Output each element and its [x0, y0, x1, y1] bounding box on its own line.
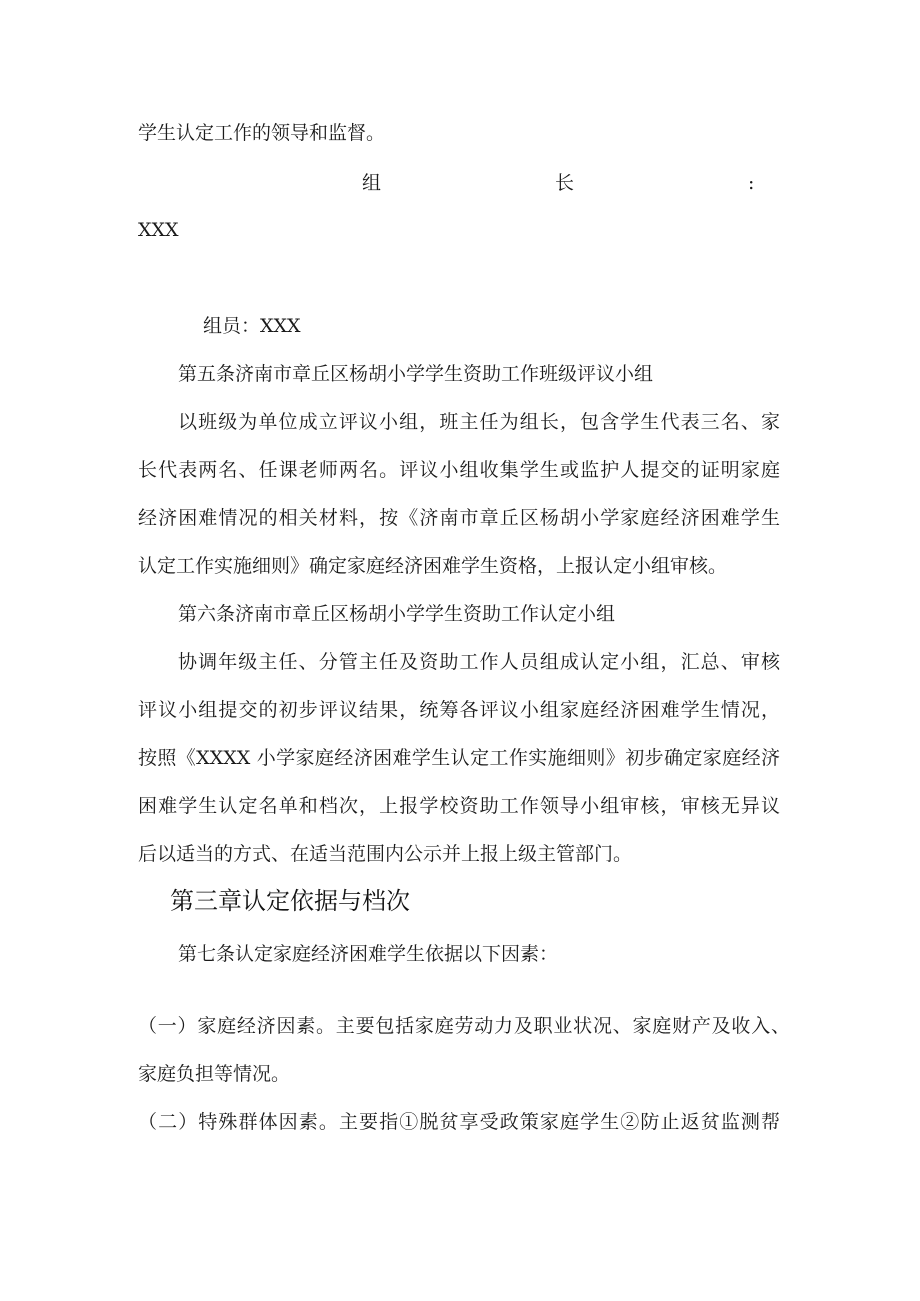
article6-line-3: 按照《XXXX 小学家庭经济困难学生认定工作实施细则》初步确定家庭经济: [138, 747, 780, 769]
line-leadership-supervision: 学生认定工作的领导和监督。: [138, 122, 386, 144]
article6-title: 第六条济南市章丘区杨胡小学学生资助工作认定小组: [178, 603, 616, 625]
leader-colon: :: [748, 172, 755, 194]
article7-title: 第七条认定家庭经济困难学生依据以下因素：: [178, 943, 559, 965]
article5-line-4: 认定工作实施细则》确定家庭经济困难学生资格，上报认定小组审核。: [138, 555, 728, 577]
factor1-line-1: （一）家庭经济因素。主要包括家庭劳动力及职业状况、家庭财产及收入、: [138, 1015, 790, 1037]
leader-label-part1: 组: [362, 172, 382, 194]
leader-label-part2: 长: [555, 172, 575, 194]
leader-value: XXX: [138, 219, 179, 241]
article5-line-3: 经济困难情况的相关材料，按《济南市章丘区杨胡小学家庭经济困难学生: [138, 507, 780, 529]
article6-line-1: 协调年级主任、分管主任及资助工作人员组成认定小组，汇总、审核: [178, 651, 780, 673]
factor2-line-1: （二）特殊群体因素。主要指①脱贫享受政策家庭学生②防止返贫监测帮: [138, 1111, 780, 1133]
chapter3-heading: 第三章认定依据与档次: [170, 887, 410, 915]
article6-line-4: 困难学生认定名单和档次，上报学校资助工作领导小组审核，审核无异议: [138, 795, 780, 817]
members-line: 组员：XXX: [203, 315, 301, 337]
article5-line-1: 以班级为单位成立评议小组，班主任为组长，包含学生代表三名、家: [178, 411, 780, 433]
article6-line-2: 评议小组提交的初步评议结果，统筹各评议小组家庭经济困难学生情况，: [138, 699, 780, 721]
factor1-line-2: 家庭负担等情况。: [138, 1063, 291, 1085]
article5-line-2: 长代表两名、任课老师两名。评议小组收集学生或监护人提交的证明家庭: [138, 459, 780, 481]
article5-title: 第五条济南市章丘区杨胡小学学生资助工作班级评议小组: [178, 363, 654, 385]
article6-line-5: 后以适当的方式、在适当范围内公示并上报上级主管部门。: [138, 843, 633, 865]
